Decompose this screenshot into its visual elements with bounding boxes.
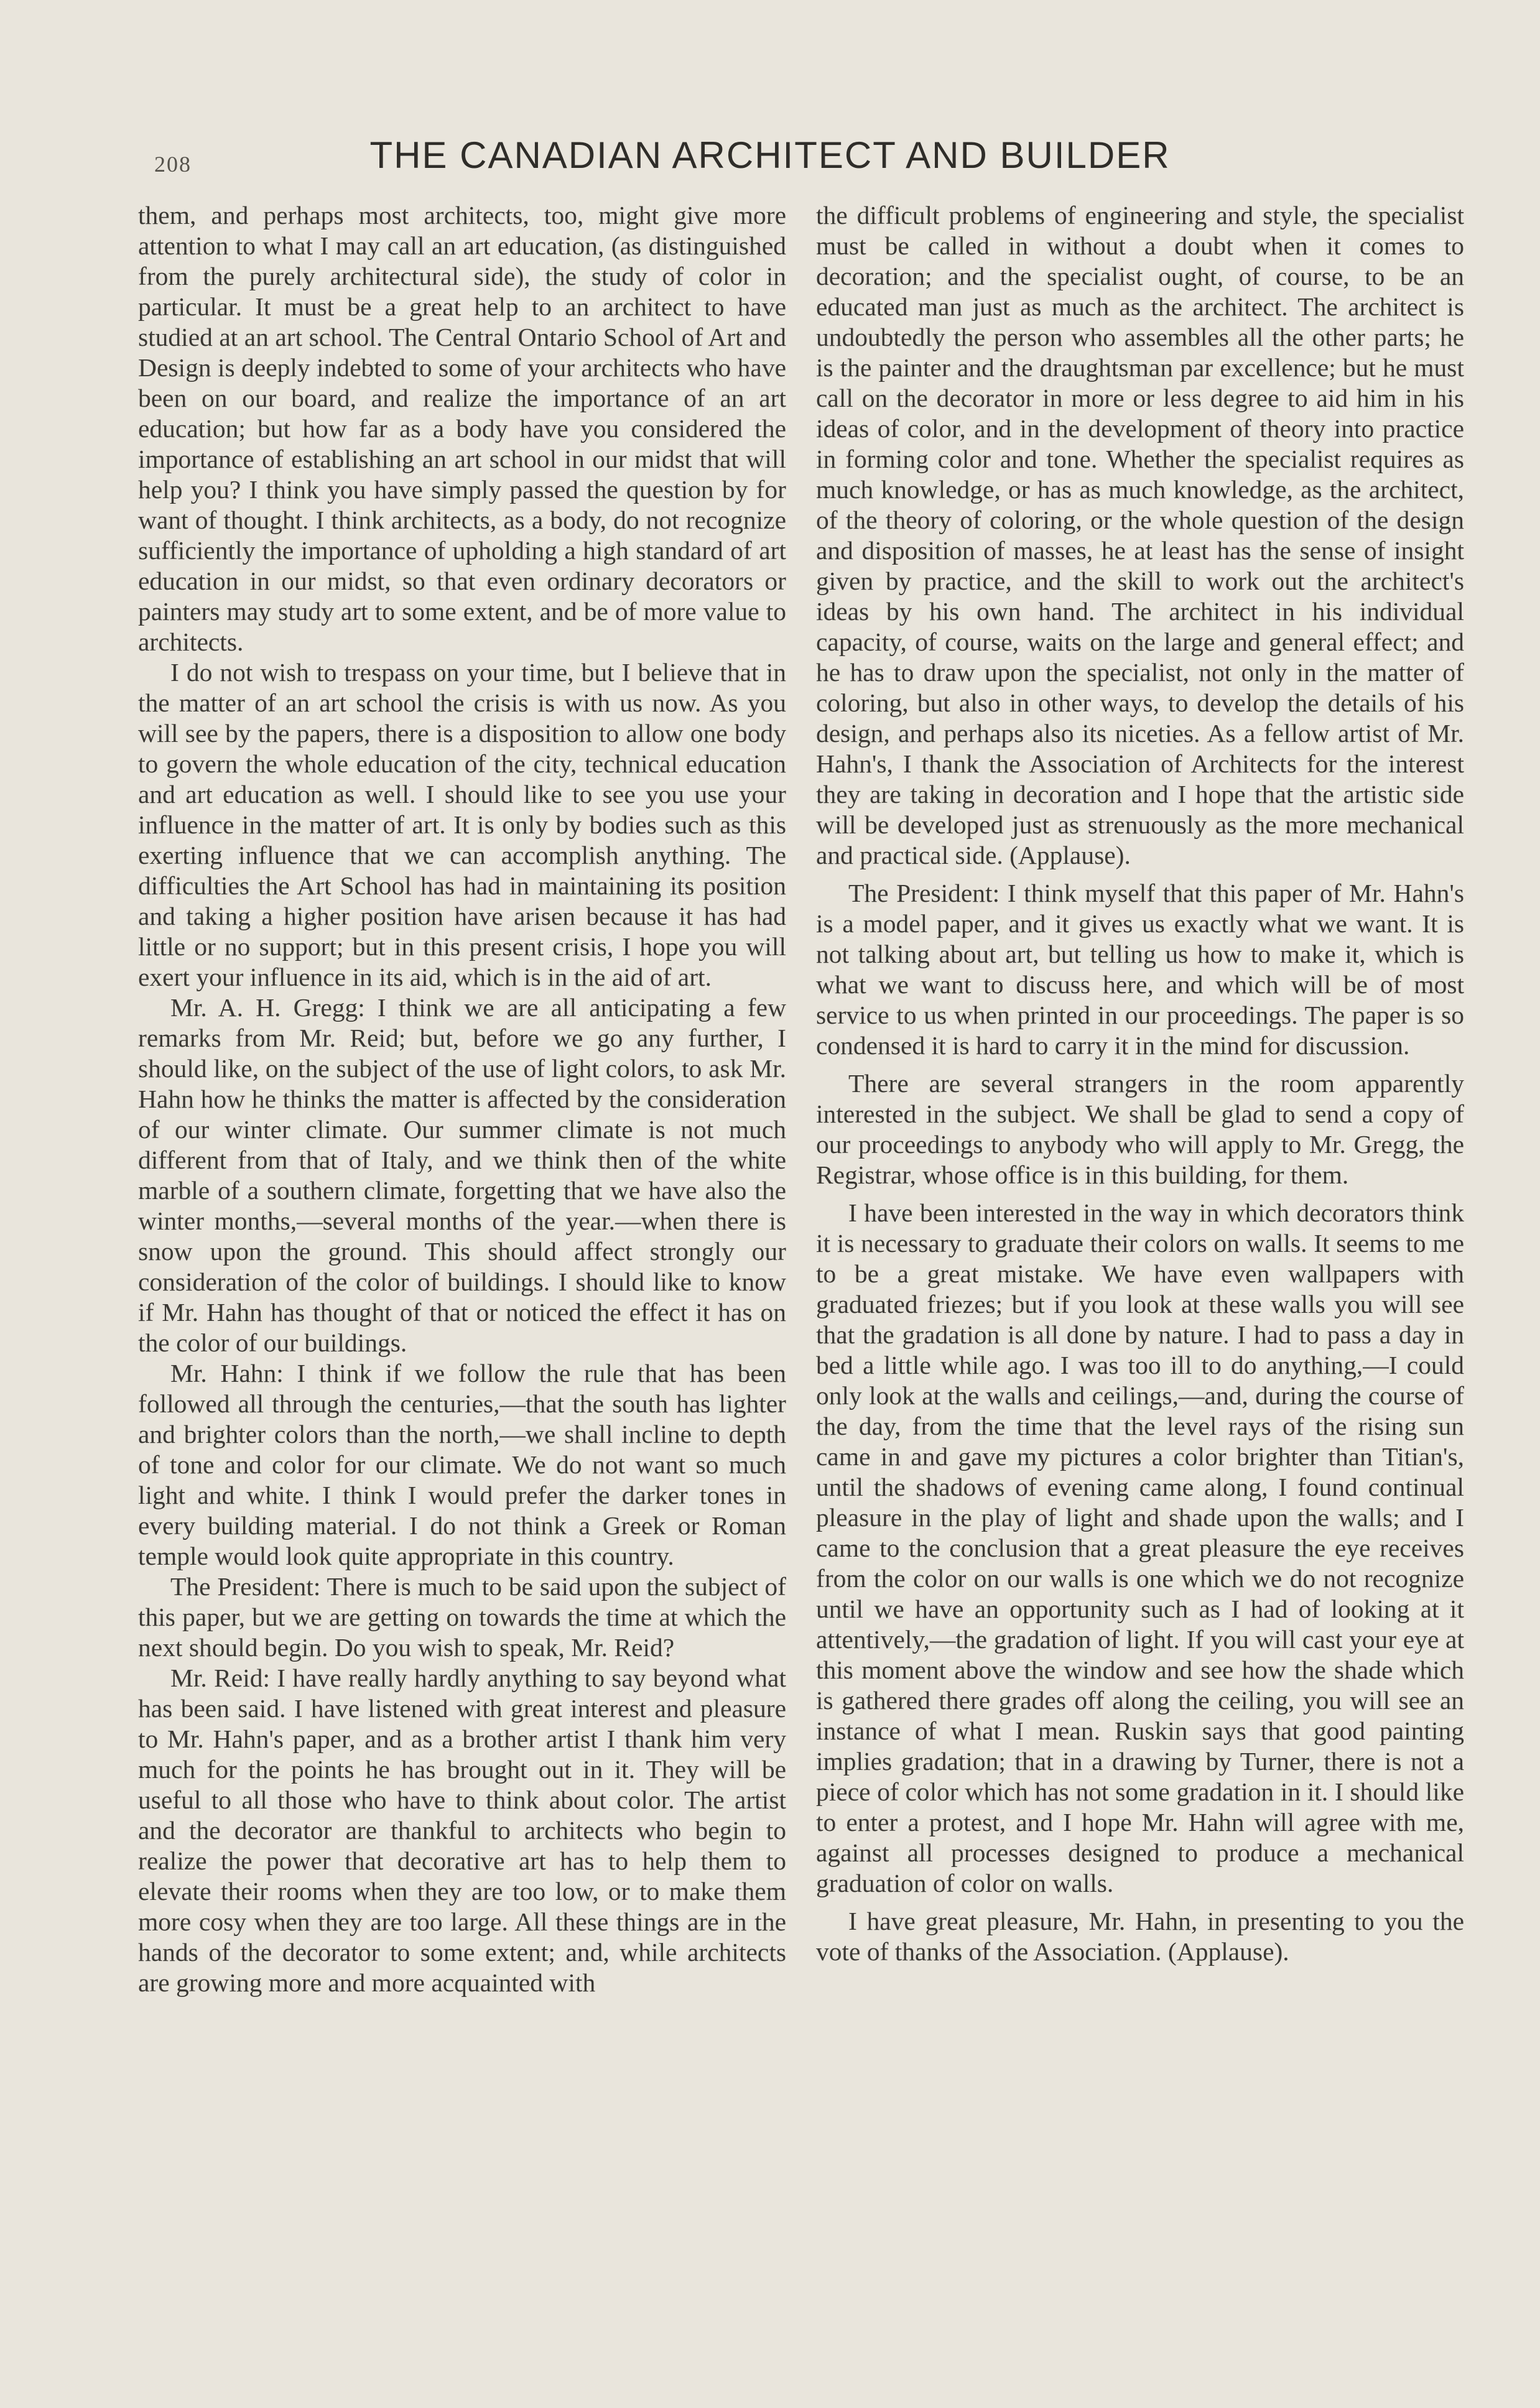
page-header — [0, 134, 1540, 190]
paragraph: Mr. A. H. Gregg: I think we are all anticipating a few remarks from Mr. Reid; but, before we go any further, I should like, on the subject of the use of light colors, to ask Mr. Hahn how he thinks the matter is affected by the consideration of our winter climate. Our summer climate is not much different from that of Italy, and we think then of the white marble of a southern climate, forgetting that we have also the winter months,—several months of the year.—when there is snow upon the ground. This should affect strongly our consideration of the color of buildings. I should like to know if Mr. Hahn has thought of that or noticed the effect it has on the color of our buildings. — [138, 993, 786, 1357]
paragraph: the difficult problems of engineering and style, the specialist must be called in without a doubt when it comes to decoration; and the specialist ought, of course, to be an educated man just as much as the architect. The architect is undoubtedly the person who assembles all the other parts; he is the painter and the draughtsman par excellence; but he must call on the decorator in more or less degree to aid him in his ideas of color, and in the development of theory into practice in forming color and tone. Whether the specialist requires as much knowledge, or has as much knowledge, as the architect, of the theory of coloring, or the whole question of the design and disposition of masses, he at least has the sense of insight given by practice, and the skill to work out the architect's ideas by his own hand. The architect in his individual capacity, of course, waits on the large and general effect; and he has to draw upon the specialist, not only in the matter of coloring, but also in other ways, to develop the details of his design, and perhaps also its niceties. As a fellow artist of Mr. Hahn's, I thank the Association of Architects for the interest they are taking in decoration and I hope that the artistic side will be developed just as strenuously as the more mechanical and practical side. (Applause). — [816, 201, 1464, 869]
paragraph: I have been interested in the way in which decorators think it is necessary to graduate their colors on walls. It seems to me to be a great mistake. We have even wallpapers with graduated friezes; but if you look at these walls you will see that the gradation is all done by nature. I had to pass a day in bed a little while ago. I was too ill to do anything,—I could only look at the walls and ceilings,—and, during the course of the day, from the time that the level rays of the rising sun came in and gave my pictures a color brighter than Titian's, until the shadows of evening came along, I found continual pleasure in the play of light and shade upon the walls; and I came to the conclusion that a great pleasure the eye receives from the color on our walls is one which we do not recognize until we have an opportunity such as I had of looking at it attentively,—the gradation of light. If you will cast your eye at this moment above the window and see how the shade which is gathered there grades off along the ceiling, you will see an instance of what I mean. Ruskin says that good painting implies gradation; that in a drawing by Turner, there is not a piece of color which has not some gradation in it. I should like to enter a protest, and I hope Mr. Hahn will agree with me, against all processes designed to produce a mechanical graduation of color on walls. — [816, 1198, 1464, 1897]
paragraph: Mr. Hahn: I think if we follow the rule that has been followed all through the centuries,—that the south has lighter and brighter colors than the north,—we shall incline to depth of tone and color for our climate. We do not want so much light and white. I think I would prefer the darker tones in every building material. I do not think a Greek or Roman temple would look quite appropriate in this country. — [138, 1359, 786, 1570]
page-number: 208 — [154, 152, 192, 177]
paragraph: I have great pleasure, Mr. Hahn, in presenting to you the vote of thanks of the Association. (Applause). — [816, 1907, 1464, 1966]
paragraph: I do not wish to trespass on your time, but I believe that in the matter of an art school the crisis is with us now. As you will see by the papers, there is a disposition to allow one body to govern the whole education of the city, technical education and art education as well. I should like to see you use your influence in the matter of art. It is only by bodies such as this exerting influence that we can accomplish anything. The difficulties the Art School has had in maintaining its position and taking a higher position have arisen because it has had little or no support; but in this present crisis, I hope you will exert your influence in its aid, which is in the aid of art. — [138, 658, 786, 991]
paragraph: There are several strangers in the room apparently interested in the subject. We shall be glad to send a copy of our proceedings to anybody who will apply to Mr. Gregg, the Registrar, whose office is in this building, for them. — [816, 1069, 1464, 1189]
paragraph: them, and perhaps most architects, too, might give more attention to what I may call an art education, (as distinguished from the purely architectural side), the study of color in particular. It must be a great help to an architect to have studied at an art school. The Central Ontario School of Art and Design is deeply indebted to some of your architects who have been on our board, and realize the importance of an art education; but how far as a body have you considered the importance of establishing an art school in our midst that will help you? I think you have simply passed the question by for want of thought. I think architects, as a body, do not recognize sufficiently the importance of upholding a high standard of art education in our midst, so that even ordinary decorators or painters may study art to some extent, and be of more value to architects. — [138, 201, 786, 656]
left-column — [138, 200, 786, 1998]
right-column — [816, 200, 1464, 1967]
paragraph: The President: There is much to be said upon the subject of this paper, but we are getting on towards the time at which the next should begin. Do you wish to speak, Mr. Reid? — [138, 1572, 786, 1662]
paragraph: Mr. Reid: I have really hardly anything to say beyond what has been said. I have listened with great interest and pleasure to Mr. Hahn's paper, and as a brother artist I thank him very much for the points he has brought out in it. They will be useful to all those who have to think about color. The artist and the decorator are thankful to architects who begin to realize the power that decorative art has to help them to elevate their rooms when they are too low, or to make them more cosy when they are too large. All these things are in the hands of the decorator to some extent; and, while architects are growing more and more acquainted with — [138, 1664, 786, 1997]
page-title: THE CANADIAN ARCHITECT AND BUILDER — [369, 134, 1171, 176]
paragraph: The President: I think myself that this paper of Mr. Hahn's is a model paper, and it gives us exactly what we want. It is not talking about art, but telling us how to make it, which is what we want to discuss here, and which will be of most service to us when printed in our proceedings. The paper is so condensed it is hard to carry it in the mind for discussion. — [816, 879, 1464, 1060]
